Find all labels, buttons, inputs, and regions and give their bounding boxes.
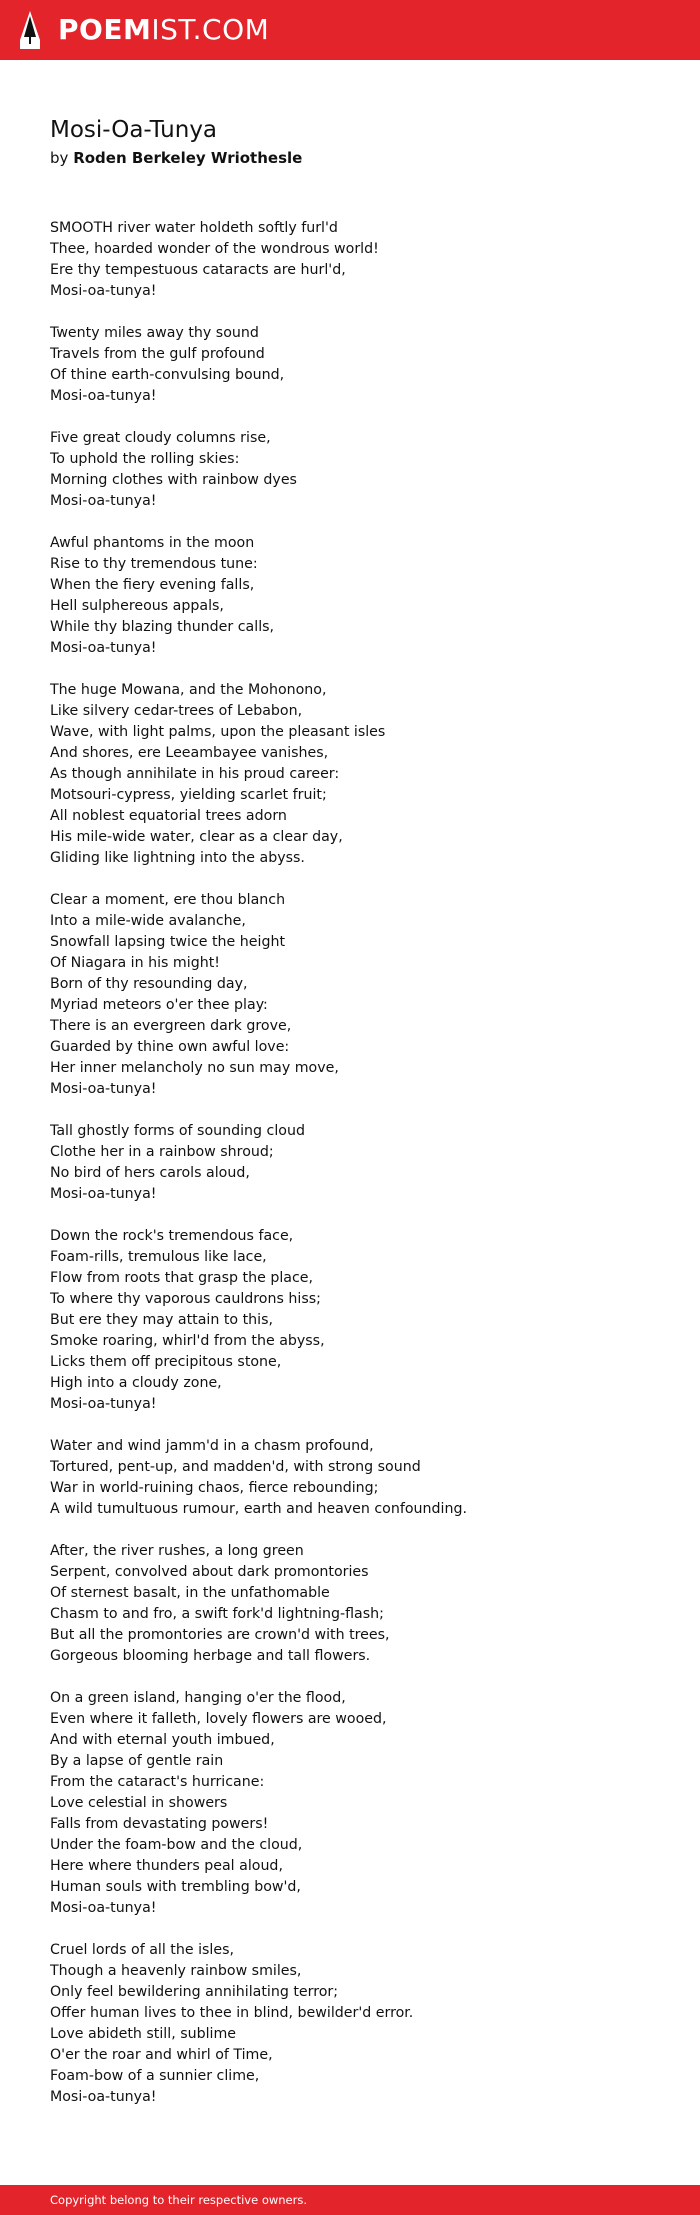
- poem-line: Love celestial in showers: [50, 1795, 228, 1811]
- poem-line: Of sternest basalt, in the unfathomable: [50, 1585, 330, 1601]
- poem-line: The huge Mowana, and the Mohonono,: [50, 682, 327, 698]
- poem-body: [50, 218, 670, 2129]
- poem-line: And with eternal youth imbued,: [50, 1732, 275, 1748]
- poem-line: Guarded by thine own awful love:: [50, 1039, 290, 1055]
- poem-line: Twenty miles away thy sound: [50, 325, 259, 341]
- poem-line: High into a cloudy zone,: [50, 1375, 222, 1391]
- poem-byline: [50, 147, 302, 169]
- poem-line: Mosi-oa-tunya!: [50, 1186, 157, 1202]
- poem-line: As though annihilate in his proud career:: [50, 766, 340, 782]
- poem-line: Foam-rills, tremulous like lace,: [50, 1249, 267, 1265]
- poem-line: Travels from the gulf profound: [50, 346, 265, 362]
- poem-line: Foam-bow of a sunnier clime,: [50, 2068, 260, 2084]
- poem-line: Offer human lives to thee in blind, bewilder'd error.: [50, 2005, 414, 2021]
- poem-line: Morning clothes with rainbow dyes: [50, 472, 297, 488]
- poem-stanza: [50, 1226, 670, 1415]
- poem-line: All noblest equatorial trees adorn: [50, 808, 287, 824]
- poem-line: Serpent, convolved about dark promontories: [50, 1564, 369, 1580]
- poem-line: But ere they may attain to this,: [50, 1312, 274, 1328]
- poem-line: Ere thy tempestuous cataracts are hurl'd,: [50, 262, 346, 278]
- poem-line: And shores, ere Leeambayee vanishes,: [50, 745, 329, 761]
- poem-line: Of Niagara in his might!: [50, 955, 220, 971]
- poem-line: Into a mile-wide avalanche,: [50, 913, 246, 929]
- poem-stanza: [50, 1940, 670, 2108]
- poem-line: Though a heavenly rainbow smiles,: [50, 1963, 302, 1979]
- poem-line: No bird of hers carols aloud,: [50, 1165, 250, 1181]
- poem-line: Mosi-oa-tunya!: [50, 1081, 157, 1097]
- poem-line: Here where thunders peal aloud,: [50, 1858, 283, 1874]
- poem-line: O'er the roar and whirl of Time,: [50, 2047, 273, 2063]
- poem-line: But all the promontories are crown'd with trees,: [50, 1627, 390, 1643]
- poem-line: A wild tumultuous rumour, earth and heaven confounding.: [50, 1501, 467, 1517]
- poem-line: Gliding like lightning into the abyss.: [50, 850, 305, 866]
- poem-line: Down the rock's tremendous face,: [50, 1228, 294, 1244]
- poem-stanza: [50, 680, 670, 869]
- poem-line: Mosi-oa-tunya!: [50, 2089, 157, 2105]
- copyright-notice: Copyright belong to their respective owners.: [50, 2193, 308, 2207]
- author-link[interactable]: Roden Berkeley Wriothesle: [73, 149, 303, 167]
- poem-line: By a lapse of gentle rain: [50, 1753, 224, 1769]
- poem-stanza: [50, 323, 670, 407]
- poem-line: On a green island, hanging o'er the flood,: [50, 1690, 346, 1706]
- logo-wordmark-light: IST.COM: [151, 13, 270, 46]
- poem-line: While thy blazing thunder calls,: [50, 619, 275, 635]
- poem-line: Water and wind jamm'd in a chasm profound,: [50, 1438, 374, 1454]
- poem-stanza: [50, 1541, 670, 1667]
- poem-line: Like silvery cedar-trees of Lebabon,: [50, 703, 303, 719]
- poem-line: Mosi-oa-tunya!: [50, 640, 157, 656]
- poem-line: Mosi-oa-tunya!: [50, 493, 157, 509]
- poem-line: Cruel lords of all the isles,: [50, 1942, 234, 1958]
- poem-stanza: [50, 1436, 670, 1520]
- poem-line: To uphold the rolling skies:: [50, 451, 240, 467]
- poem-line: SMOOTH river water holdeth softly furl'd: [50, 220, 338, 236]
- poem-line: Love abideth still, sublime: [50, 2026, 237, 2042]
- poem-line: Flow from roots that grasp the place,: [50, 1270, 314, 1286]
- poem-stanza: [50, 428, 670, 512]
- poem-stanza: [50, 890, 670, 1100]
- poem-line: Even where it falleth, lovely flowers are wooed,: [50, 1711, 387, 1727]
- poem-line: There is an evergreen dark grove,: [50, 1018, 292, 1034]
- poem-stanza: [50, 533, 670, 659]
- site-logo-link[interactable]: [18, 9, 269, 51]
- poem-line: Hell sulphereous appals,: [50, 598, 224, 614]
- poem-line: Licks them off precipitous stone,: [50, 1354, 282, 1370]
- poem-line: Under the foam-bow and the cloud,: [50, 1837, 303, 1853]
- site-header: [0, 0, 700, 60]
- poem-line: Awful phantoms in the moon: [50, 535, 255, 551]
- poem-line: Falls from devastating powers!: [50, 1816, 269, 1832]
- poem-stanza: [50, 1121, 670, 1205]
- poem-line: Thee, hoarded wonder of the wondrous world!: [50, 241, 379, 257]
- poem-line: Snowfall lapsing twice the height: [50, 934, 286, 950]
- poem-line: Clothe her in a rainbow shroud;: [50, 1144, 274, 1160]
- poem-line: Mosi-oa-tunya!: [50, 1900, 157, 1916]
- poem-line: Mosi-oa-tunya!: [50, 1396, 157, 1412]
- poem-line: Smoke roaring, whirl'd from the abyss,: [50, 1333, 325, 1349]
- poem-line: Tall ghostly forms of sounding cloud: [50, 1123, 305, 1139]
- poem-line: After, the river rushes, a long green: [50, 1543, 304, 1559]
- logo-wordmark: [58, 10, 269, 50]
- poem-line: Born of thy resounding day,: [50, 976, 248, 992]
- logo-wordmark-bold: POEM: [58, 13, 152, 46]
- by-label: by: [50, 149, 69, 167]
- poem-line: To where thy vaporous cauldrons hiss;: [50, 1291, 321, 1307]
- poem-line: Gorgeous blooming herbage and tall flowers.: [50, 1648, 371, 1664]
- poem-line: Mosi-oa-tunya!: [50, 283, 157, 299]
- site-footer: [0, 2185, 700, 2215]
- poem-line: Clear a moment, ere thou blanch: [50, 892, 286, 908]
- poem-line: Wave, with light palms, upon the pleasant isles: [50, 724, 386, 740]
- poem-line: Human souls with trembling bow'd,: [50, 1879, 301, 1895]
- poem-line: Mosi-oa-tunya!: [50, 388, 157, 404]
- poem-stanza: [50, 218, 670, 302]
- poem-line: From the cataract's hurricane:: [50, 1774, 265, 1790]
- poem-title: Mosi-Oa-Tunya: [50, 117, 218, 143]
- poem-line: Five great cloudy columns rise,: [50, 430, 271, 446]
- poem-line: Of thine earth-convulsing bound,: [50, 367, 285, 383]
- poem-line: War in world-ruining chaos, fierce rebounding;: [50, 1480, 379, 1496]
- poem-line: Only feel bewildering annihilating terror;: [50, 1984, 339, 2000]
- poem-line: Her inner melancholy no sun may move,: [50, 1060, 339, 1076]
- poem-line: Chasm to and fro, a swift fork'd lightning-flash;: [50, 1606, 384, 1622]
- poem-line: Myriad meteors o'er thee play:: [50, 997, 268, 1013]
- poem-line: Rise to thy tremendous tune:: [50, 556, 258, 572]
- poem-stanza: [50, 1688, 670, 1919]
- poem-line: When the fiery evening falls,: [50, 577, 255, 593]
- pen-nib-icon: [18, 10, 42, 50]
- poem-line: Tortured, pent-up, and madden'd, with strong sound: [50, 1459, 421, 1475]
- poem-line: His mile-wide water, clear as a clear day,: [50, 829, 343, 845]
- poem-line: Motsouri-cypress, yielding scarlet fruit;: [50, 787, 327, 803]
